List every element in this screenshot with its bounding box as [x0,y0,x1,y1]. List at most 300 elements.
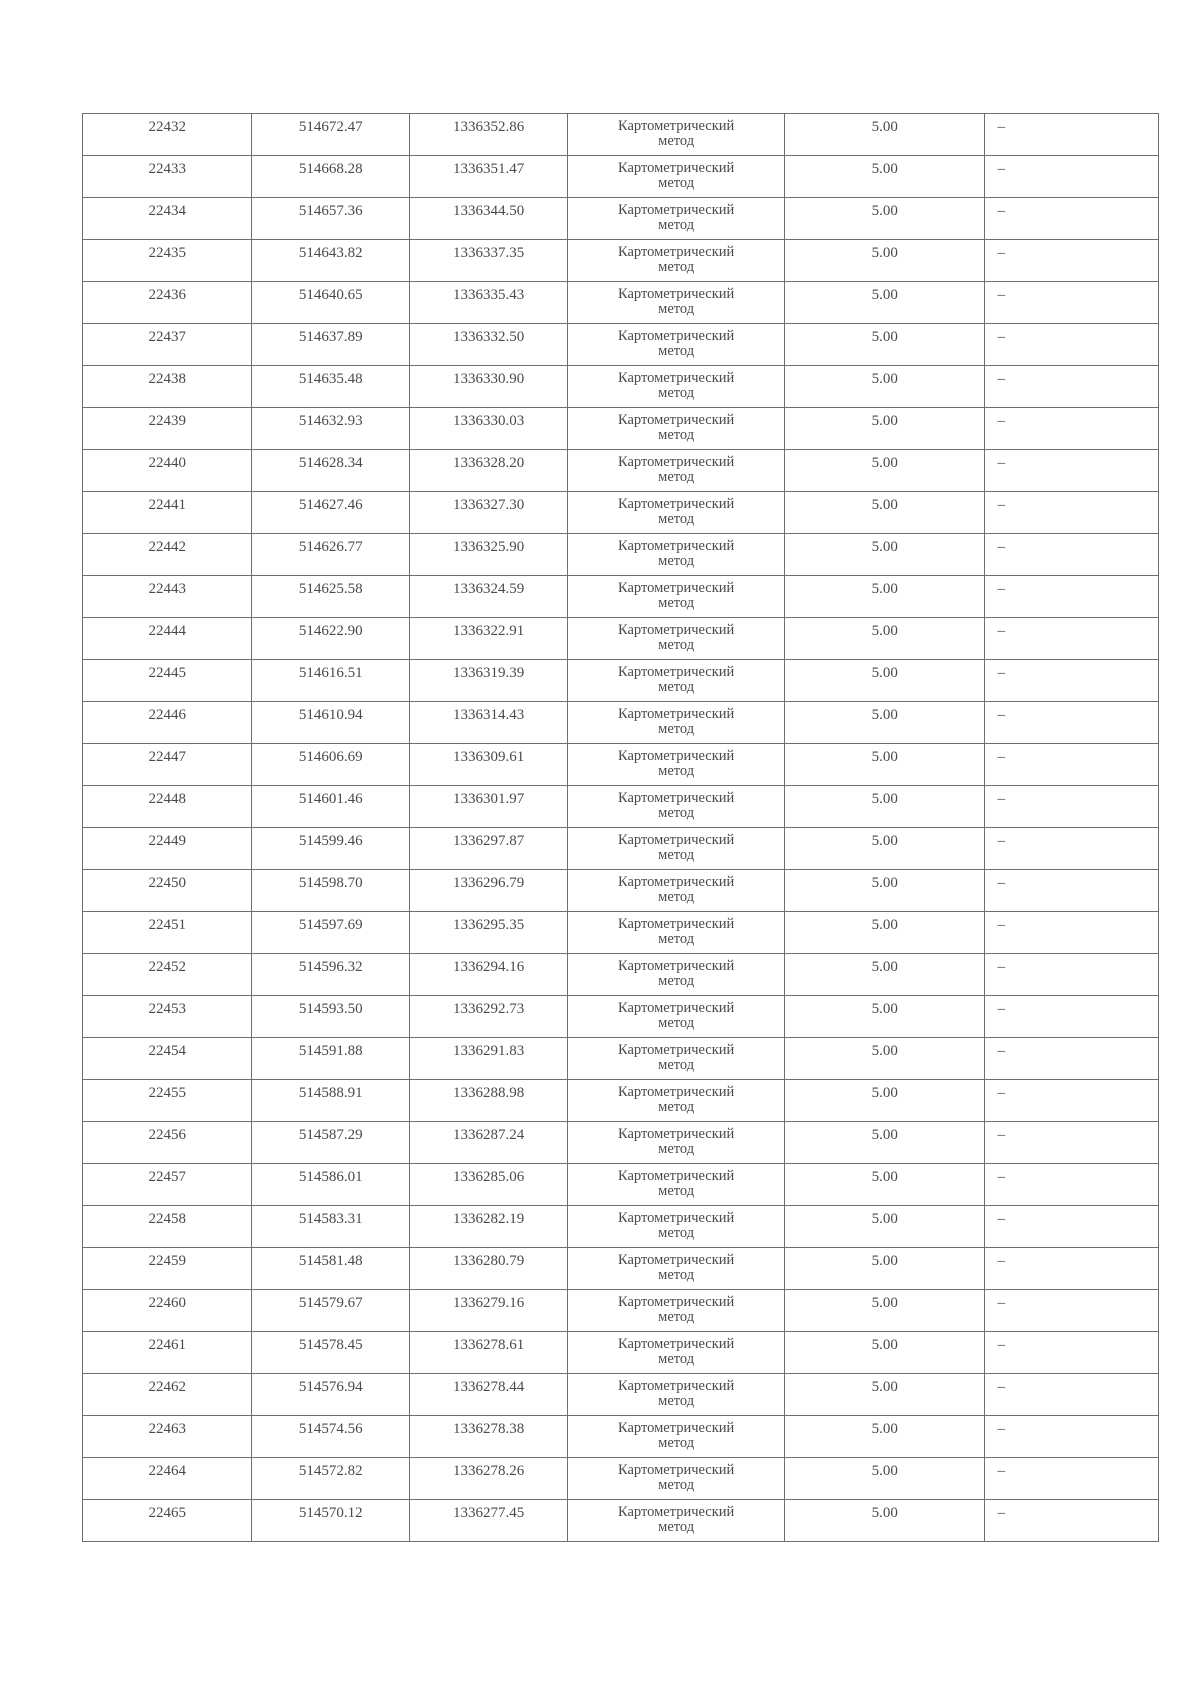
y-coordinate-cell [409,1038,567,1080]
note-cell [985,1122,1159,1164]
y-coordinate-text: 1336301.97 [453,791,525,807]
note-text: – [997,1043,1005,1059]
note-text: – [997,497,1005,513]
note-cell [985,198,1159,240]
point-number-cell [83,1164,252,1206]
x-coordinate-cell [252,786,409,828]
y-coordinate-text: 1336294.16 [453,959,525,975]
accuracy-text: 5.00 [871,791,898,807]
method-cell [568,1374,785,1416]
x-coordinate-text: 514598.70 [298,875,363,891]
point-number-cell [83,534,252,576]
x-coordinate-text: 514635.48 [298,371,363,387]
y-coordinate-cell [409,408,567,450]
method-text-line: метод [658,847,695,863]
method-text-line: метод [658,1351,695,1367]
point-number-text: 22437 [148,329,186,345]
point-number-cell [83,450,252,492]
x-coordinate-cell [252,660,409,702]
point-number-text: 22458 [148,1211,186,1227]
accuracy-text: 5.00 [871,329,898,345]
method-text-line: Картометрический [617,874,735,890]
x-coordinate-text: 514578.45 [298,1337,363,1353]
method-cell [568,492,785,534]
note-text: – [997,1421,1005,1437]
method-text-line: метод [658,931,695,947]
y-coordinate-text: 1336327.30 [453,497,525,513]
note-text: – [997,917,1005,933]
method-text-line: Картометрический [617,1378,735,1394]
y-coordinate-cell [409,786,567,828]
accuracy-cell [784,1038,985,1080]
method-cell [568,156,785,198]
point-number-text: 22445 [148,665,186,681]
table-row [83,1122,1159,1164]
method-text [568,1374,784,1409]
x-coordinate-cell [252,156,409,198]
method-text-line: метод [658,889,695,905]
accuracy-cell [784,1122,985,1164]
note-cell [985,534,1159,576]
method-text [568,1248,784,1283]
x-coordinate-cell [252,954,409,996]
y-coordinate-text: 1336322.91 [453,623,525,639]
accuracy-text: 5.00 [871,917,898,933]
method-cell [568,1416,785,1458]
accuracy-text: 5.00 [871,1379,898,1395]
note-text: – [997,623,1005,639]
x-coordinate-text: 514622.90 [298,623,363,639]
accuracy-text: 5.00 [871,875,898,891]
method-cell [568,744,785,786]
note-cell [985,1038,1159,1080]
method-cell [568,828,785,870]
note-cell [985,1206,1159,1248]
accuracy-cell [784,1164,985,1206]
point-number-text: 22461 [148,1337,186,1353]
note-cell [985,1416,1159,1458]
x-coordinate-text: 514579.67 [298,1295,363,1311]
point-number-text: 22446 [148,707,186,723]
note-text: – [997,959,1005,975]
method-text [568,1290,784,1325]
point-number-cell [83,786,252,828]
method-cell [568,1458,785,1500]
table-row [83,660,1159,702]
point-number-cell [83,1332,252,1374]
point-number-cell [83,912,252,954]
note-text: – [997,1001,1005,1017]
note-text: – [997,1295,1005,1311]
y-coordinate-cell [409,912,567,954]
note-text: – [997,1463,1005,1479]
point-number-cell [83,1080,252,1122]
note-cell [985,912,1159,954]
note-cell [985,324,1159,366]
x-coordinate-text: 514587.29 [298,1127,363,1143]
y-coordinate-cell [409,156,567,198]
note-cell [985,744,1159,786]
table-row [83,492,1159,534]
method-text-line: Картометрический [617,580,735,596]
note-cell [985,156,1159,198]
accuracy-cell [784,618,985,660]
table-row [83,198,1159,240]
accuracy-cell [784,240,985,282]
table-row [83,114,1159,156]
coordinates-table [82,113,1159,1542]
method-text-line: метод [658,1099,695,1115]
method-text [568,198,784,233]
method-cell [568,996,785,1038]
y-coordinate-text: 1336296.79 [453,875,525,891]
point-number-cell [83,408,252,450]
accuracy-text: 5.00 [871,1043,898,1059]
table-row [83,996,1159,1038]
method-cell [568,618,785,660]
x-coordinate-cell [252,366,409,408]
table-row [83,1206,1159,1248]
point-number-cell [83,660,252,702]
method-text [568,912,784,947]
note-cell [985,408,1159,450]
x-coordinate-text: 514572.82 [298,1463,363,1479]
point-number-text: 22454 [148,1043,186,1059]
method-text [568,1038,784,1073]
method-text-line: Картометрический [617,706,735,722]
accuracy-text: 5.00 [871,1211,898,1227]
accuracy-text: 5.00 [871,623,898,639]
method-cell [568,576,785,618]
method-text [568,786,784,821]
note-cell [985,870,1159,912]
note-cell [985,954,1159,996]
y-coordinate-text: 1336291.83 [453,1043,525,1059]
method-text-line: метод [658,1477,695,1493]
point-number-text: 22449 [148,833,186,849]
method-text-line: Картометрический [617,538,735,554]
y-coordinate-cell [409,282,567,324]
x-coordinate-text: 514586.01 [298,1169,363,1185]
method-text [568,1416,784,1451]
method-text [568,366,784,401]
accuracy-cell [784,660,985,702]
y-coordinate-cell [409,450,567,492]
note-cell [985,1458,1159,1500]
note-cell [985,114,1159,156]
method-text-line: Картометрический [617,412,735,428]
table-row [83,450,1159,492]
method-text-line: метод [658,805,695,821]
accuracy-cell [784,114,985,156]
x-coordinate-cell [252,828,409,870]
note-text: – [997,833,1005,849]
point-number-text: 22439 [148,413,186,429]
x-coordinate-cell [252,534,409,576]
method-text-line: метод [658,763,695,779]
note-cell [985,1332,1159,1374]
point-number-cell [83,492,252,534]
point-number-text: 22435 [148,245,186,261]
method-text-line: метод [658,1183,695,1199]
method-text-line: метод [658,1267,695,1283]
point-number-text: 22455 [148,1085,186,1101]
accuracy-text: 5.00 [871,749,898,765]
accuracy-cell [784,954,985,996]
method-cell [568,702,785,744]
y-coordinate-cell [409,996,567,1038]
method-text [568,534,784,569]
note-cell [985,1080,1159,1122]
y-coordinate-cell [409,1500,567,1542]
note-text: – [997,581,1005,597]
x-coordinate-text: 514632.93 [298,413,363,429]
accuracy-text: 5.00 [871,581,898,597]
method-text-line: Картометрический [617,286,735,302]
x-coordinate-cell [252,912,409,954]
note-cell [985,366,1159,408]
point-number-cell [83,1038,252,1080]
accuracy-text: 5.00 [871,1505,898,1521]
y-coordinate-text: 1336335.43 [453,287,525,303]
accuracy-text: 5.00 [871,1463,898,1479]
note-text: – [997,1253,1005,1269]
point-number-cell [83,870,252,912]
note-text: – [997,287,1005,303]
note-cell [985,1164,1159,1206]
note-cell [985,492,1159,534]
method-cell [568,1290,785,1332]
x-coordinate-cell [252,198,409,240]
y-coordinate-text: 1336332.50 [453,329,525,345]
method-text-line: метод [658,175,695,191]
note-text: – [997,1169,1005,1185]
point-number-cell [83,198,252,240]
note-cell [985,660,1159,702]
method-text [568,1332,784,1367]
table-row [83,534,1159,576]
method-text [568,114,784,149]
method-text-line: Картометрический [617,832,735,848]
table-row [83,366,1159,408]
point-number-text: 22432 [148,119,186,135]
method-text [568,324,784,359]
y-coordinate-cell [409,1248,567,1290]
x-coordinate-cell [252,1416,409,1458]
method-text-line: Картометрический [617,622,735,638]
x-coordinate-cell [252,1374,409,1416]
method-cell [568,198,785,240]
method-cell [568,1206,785,1248]
table-row [83,156,1159,198]
accuracy-cell [784,1206,985,1248]
y-coordinate-cell [409,1164,567,1206]
method-text-line: метод [658,1393,695,1409]
y-coordinate-text: 1336297.87 [453,833,525,849]
point-number-text: 22436 [148,287,186,303]
method-text-line: Картометрический [617,1168,735,1184]
table-row [83,1416,1159,1458]
accuracy-cell [784,786,985,828]
method-cell [568,954,785,996]
method-cell [568,870,785,912]
point-number-text: 22450 [148,875,186,891]
accuracy-cell [784,1290,985,1332]
method-text-line: метод [658,721,695,737]
x-coordinate-text: 514640.65 [298,287,363,303]
method-text [568,996,784,1031]
coordinates-table-body [83,114,1159,1542]
table-row [83,912,1159,954]
method-text-line: Картометрический [617,244,735,260]
y-coordinate-text: 1336279.16 [453,1295,525,1311]
x-coordinate-text: 514616.51 [298,665,363,681]
x-coordinate-text: 514606.69 [298,749,363,765]
accuracy-text: 5.00 [871,539,898,555]
table-row [83,1038,1159,1080]
method-text-line: Картометрический [617,1252,735,1268]
accuracy-cell [784,744,985,786]
note-text: – [997,413,1005,429]
table-row [83,702,1159,744]
note-cell [985,282,1159,324]
method-cell [568,366,785,408]
method-text [568,1458,784,1493]
note-cell [985,576,1159,618]
method-cell [568,1038,785,1080]
x-coordinate-text: 514591.88 [298,1043,363,1059]
table-row [83,786,1159,828]
y-coordinate-text: 1336278.38 [453,1421,525,1437]
y-coordinate-text: 1336344.50 [453,203,525,219]
y-coordinate-text: 1336330.90 [453,371,525,387]
point-number-text: 22441 [148,497,186,513]
y-coordinate-cell [409,1122,567,1164]
point-number-cell [83,1290,252,1332]
y-coordinate-cell [409,1416,567,1458]
accuracy-text: 5.00 [871,959,898,975]
point-number-cell [83,240,252,282]
point-number-cell [83,618,252,660]
method-text [568,618,784,653]
method-text-line: Картометрический [617,1000,735,1016]
method-text-line: Картометрический [617,1420,735,1436]
y-coordinate-text: 1336351.47 [453,161,525,177]
note-text: – [997,161,1005,177]
point-number-text: 22453 [148,1001,186,1017]
table-row [83,744,1159,786]
accuracy-cell [784,1080,985,1122]
note-cell [985,1290,1159,1332]
table-row [83,1374,1159,1416]
x-coordinate-text: 514597.69 [298,917,363,933]
x-coordinate-cell [252,1122,409,1164]
accuracy-cell [784,324,985,366]
point-number-cell [83,702,252,744]
y-coordinate-cell [409,870,567,912]
table-row [83,618,1159,660]
y-coordinate-cell [409,534,567,576]
accuracy-text: 5.00 [871,119,898,135]
accuracy-text: 5.00 [871,203,898,219]
accuracy-text: 5.00 [871,665,898,681]
method-text-line: Картометрический [617,454,735,470]
method-text-line: Картометрический [617,1336,735,1352]
note-cell [985,1500,1159,1542]
point-number-cell [83,576,252,618]
x-coordinate-text: 514672.47 [298,119,363,135]
method-text-line: Картометрический [617,328,735,344]
accuracy-cell [784,1332,985,1374]
note-text: – [997,875,1005,891]
method-cell [568,240,785,282]
x-coordinate-text: 514625.58 [298,581,363,597]
y-coordinate-text: 1336282.19 [453,1211,525,1227]
y-coordinate-text: 1336295.35 [453,917,525,933]
y-coordinate-text: 1336314.43 [453,707,525,723]
method-text-line: Картометрический [617,1462,735,1478]
method-text-line: метод [658,553,695,569]
note-text: – [997,749,1005,765]
x-coordinate-text: 514637.89 [298,329,363,345]
method-text [568,156,784,191]
point-number-cell [83,1416,252,1458]
y-coordinate-text: 1336278.44 [453,1379,525,1395]
accuracy-text: 5.00 [871,1421,898,1437]
y-coordinate-cell [409,366,567,408]
note-cell [985,702,1159,744]
y-coordinate-text: 1336278.26 [453,1463,525,1479]
x-coordinate-cell [252,450,409,492]
method-cell [568,450,785,492]
table-row [83,408,1159,450]
point-number-text: 22452 [148,959,186,975]
table-row [83,1500,1159,1542]
point-number-text: 22444 [148,623,186,639]
point-number-cell [83,1248,252,1290]
method-text-line: метод [658,469,695,485]
note-cell [985,450,1159,492]
y-coordinate-cell [409,828,567,870]
method-text-line: Картометрический [617,916,735,932]
accuracy-text: 5.00 [871,833,898,849]
point-number-text: 22459 [148,1253,186,1269]
y-coordinate-cell [409,1332,567,1374]
x-coordinate-text: 514588.91 [298,1085,363,1101]
x-coordinate-text: 514596.32 [298,959,363,975]
accuracy-text: 5.00 [871,245,898,261]
method-text [568,1206,784,1241]
x-coordinate-text: 514576.94 [298,1379,363,1395]
note-text: – [997,1085,1005,1101]
method-text-line: Картометрический [617,748,735,764]
point-number-cell [83,324,252,366]
accuracy-text: 5.00 [871,1127,898,1143]
method-text-line: метод [658,973,695,989]
method-text [568,240,784,275]
x-coordinate-cell [252,1500,409,1542]
point-number-cell [83,954,252,996]
point-number-text: 22448 [148,791,186,807]
y-coordinate-cell [409,1458,567,1500]
point-number-cell [83,828,252,870]
note-text: – [997,791,1005,807]
accuracy-cell [784,282,985,324]
method-text [568,702,784,737]
note-text: – [997,1211,1005,1227]
accuracy-text: 5.00 [871,1253,898,1269]
note-text: – [997,371,1005,387]
